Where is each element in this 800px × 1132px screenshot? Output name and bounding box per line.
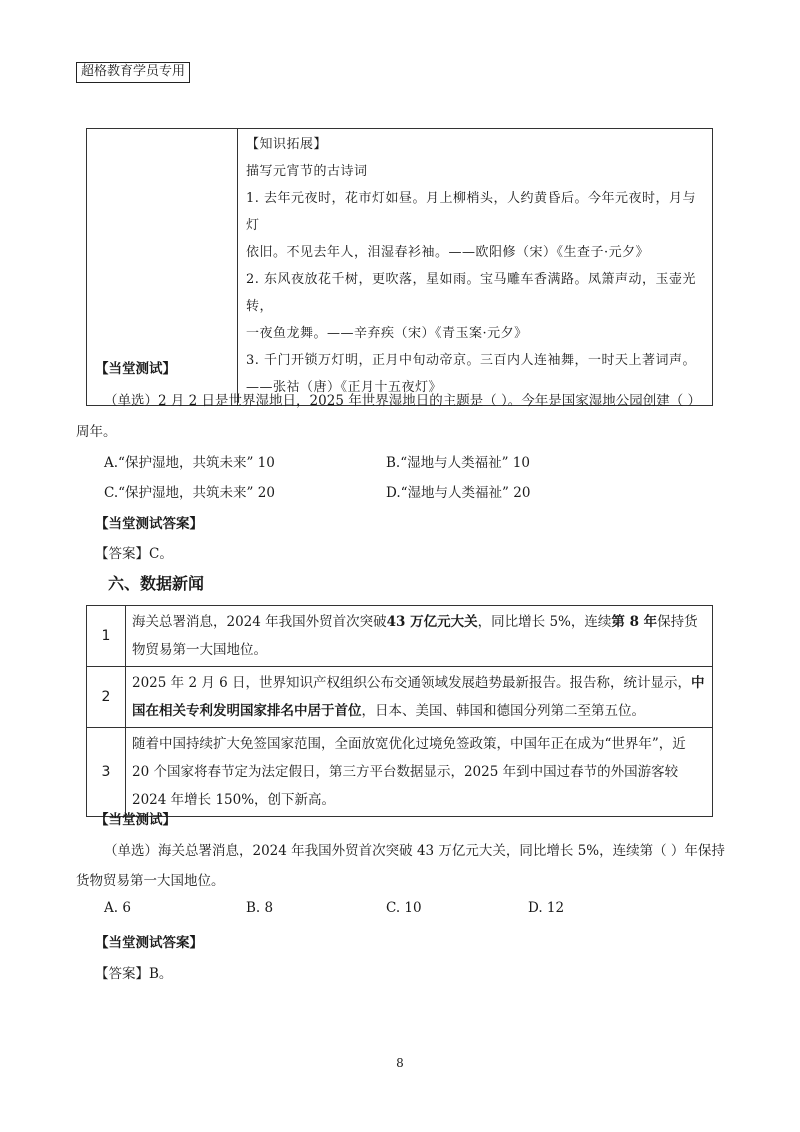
extension-line: 一夜鱼龙舞。——辛弃疾（宋）《青玉案·元夕》: [246, 326, 528, 341]
test1-option-c[interactable]: C.“保护湿地，共筑未来” 20: [104, 485, 275, 501]
page-number: 8: [396, 1056, 404, 1070]
extension-line: 依旧。不见去年人，泪湿春衫袖。——欧阳修（宋）《生查子·元夕》: [246, 245, 650, 260]
test2-option-b[interactable]: B. 8: [246, 900, 274, 916]
test2-option-d[interactable]: D. 12: [528, 900, 565, 916]
highlight-text: 第 8 年: [611, 614, 658, 630]
test2-answer-heading: 【当堂测试答案】: [95, 935, 203, 951]
test2-heading: 【当堂测试】: [95, 812, 176, 828]
test2-option-a[interactable]: A. 6: [104, 900, 131, 916]
extension-subtitle: 描写元宵节的古诗词: [246, 164, 368, 179]
test1-answer-heading: 【当堂测试答案】: [95, 516, 203, 532]
row-text: [126, 606, 713, 667]
highlight-text: 43 万亿元大关: [386, 614, 478, 630]
highlight-text: 中国在相关专利发明国家排名中居于首位: [132, 675, 705, 719]
test1-answer: 【答案】C。: [95, 546, 173, 562]
text-segment: ，同比增长 5%，连续: [477, 614, 612, 630]
row-text: 随着中国持续扩大免签国家范围，全面放宽优化过境免签政策，中国年正在成为“世界年”，近 20 个国家将春节定为法定假日，第三方平台数据显示，2025 年到中国过春节的外国游客较 2024 年增长 150%，创下新高。: [126, 728, 713, 817]
test2-question-line2: 货物贸易第一大国地位。: [76, 873, 225, 889]
table-row: [87, 728, 713, 817]
extension-line: 3. 千门开锁万灯明，正月中旬动帝京。三百内人连袖舞，一时天上著词声。: [246, 353, 697, 368]
row-number: 2: [87, 667, 126, 728]
test1-heading: 【当堂测试】: [95, 361, 176, 377]
test2-question-line1: （单选）海关总署消息，2024 年我国外贸首次突破 43 万亿元大关，同比增长 5%，连续第（ ）年保持: [104, 843, 725, 859]
text-segment: 保持货物贸易第一大国地位。: [132, 614, 698, 658]
test1-question-line2: 周年。: [76, 424, 117, 440]
table-row: [87, 606, 713, 667]
text-segment: 海关总署消息，2024 年我国外贸首次突破: [132, 614, 387, 630]
extension-line: 2. 东风夜放花千树，更吹落，星如雨。宝马雕车香满路。凤箫声动，玉壶光转，: [246, 272, 697, 314]
table-row: [87, 667, 713, 728]
test1-option-d[interactable]: D.“湿地与人类福祉” 20: [386, 485, 531, 501]
text-segment: ，日本、美国、韩国和德国分列第二至第五位。: [361, 703, 645, 719]
row-number: 3: [87, 728, 126, 817]
test2-option-c[interactable]: C. 10: [386, 900, 422, 916]
extension-title: 【知识拓展】: [246, 137, 328, 152]
test2-answer: 【答案】B。: [95, 966, 173, 982]
header-badge: 超格教育学员专用: [76, 62, 190, 83]
row-text: [126, 667, 713, 728]
test1-option-a[interactable]: A.“保护湿地，共筑未来” 10: [104, 455, 275, 471]
knowledge-extension-table: [86, 128, 713, 406]
row-number: 1: [87, 606, 126, 667]
data-news-table: [86, 605, 713, 817]
test1-option-b[interactable]: B.“湿地与人类福祉” 10: [386, 455, 530, 471]
extension-line: ——张祜（唐）《正月十五夜灯》: [246, 380, 443, 395]
extension-content-cell: [238, 129, 713, 406]
text-segment: 2025 年 2 月 6 日，世界知识产权组织公布交通领域发展趋势最新报告。报告称，统计显示，: [132, 675, 691, 691]
extension-line: 1. 去年元夜时，花市灯如昼。月上柳梢头，人约黄昏后。今年元夜时，月与灯: [246, 191, 697, 233]
section6-heading: 六、数据新闻: [108, 574, 205, 593]
test1-question-line1: （单选）2 月 2 日是世界湿地日，2025 年世界湿地日的主题是（ ）。今年是国家湿地公园创建（ ）: [104, 393, 702, 409]
